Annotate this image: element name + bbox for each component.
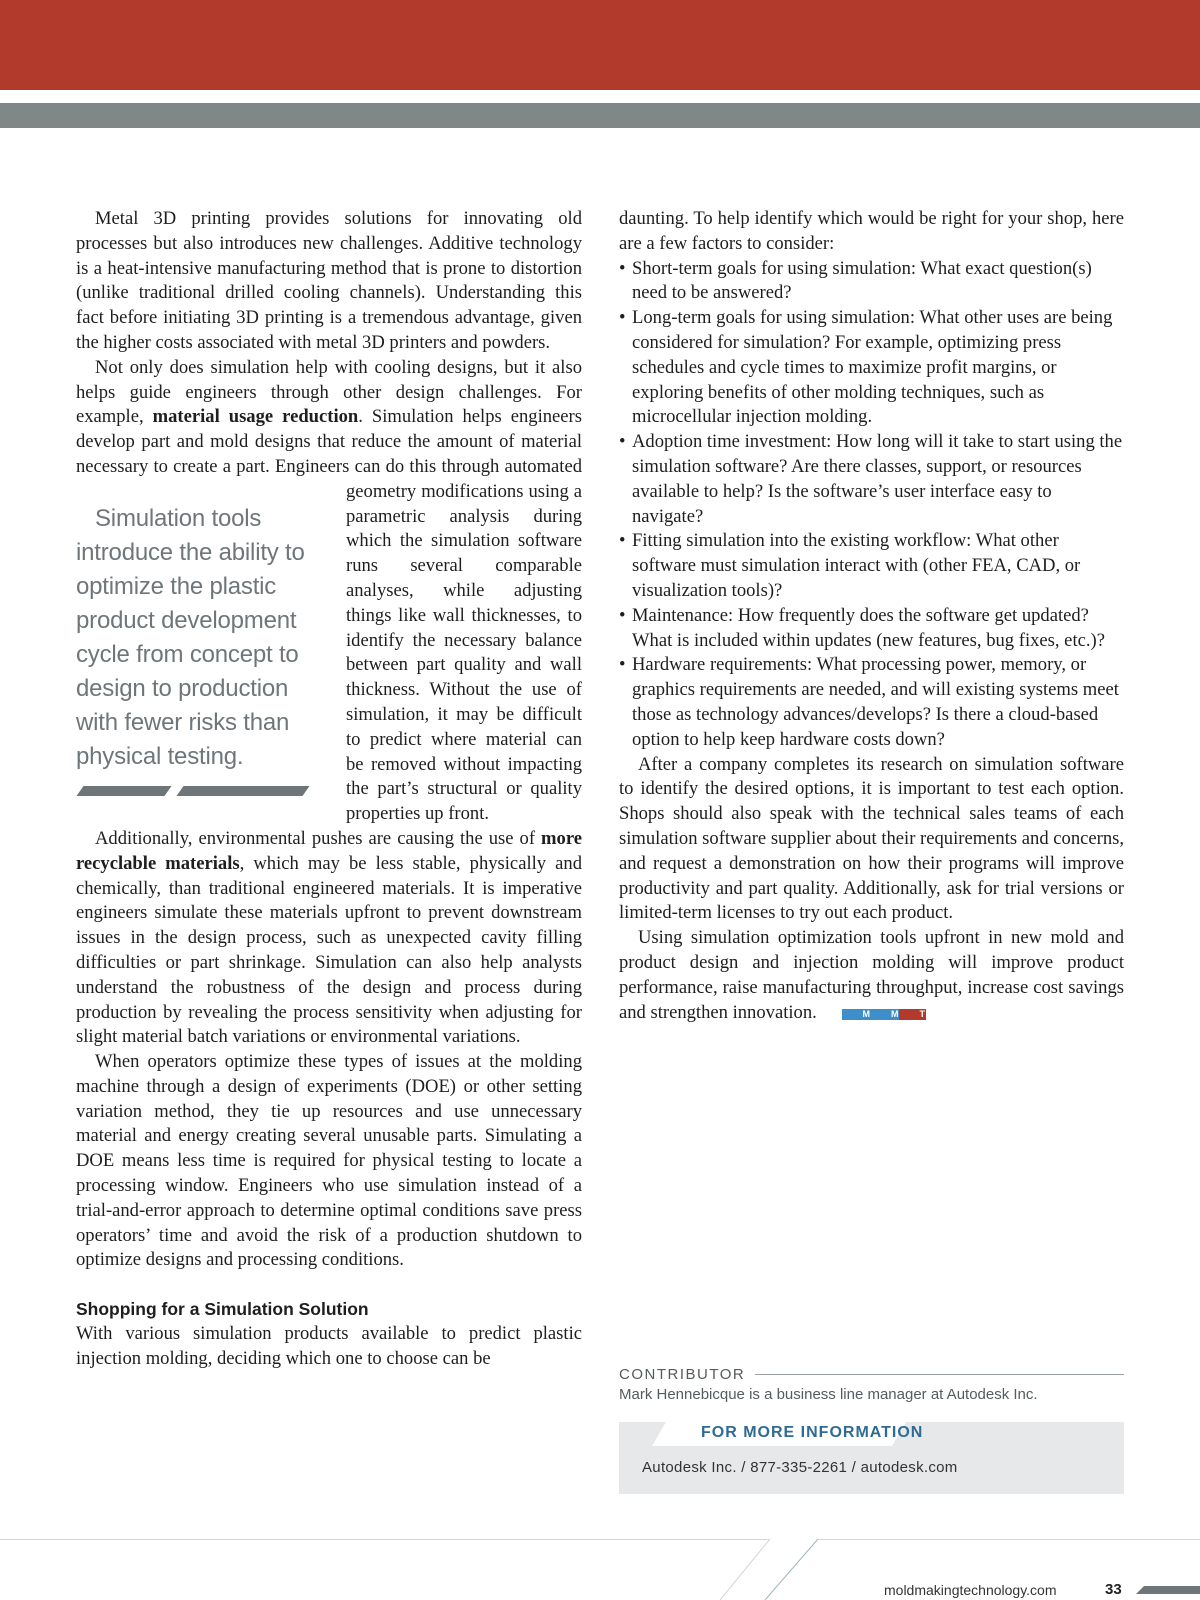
footer-slant-line (765, 1539, 818, 1600)
end-mark-logo: M M T (823, 1009, 926, 1020)
body-paragraph: daunting. To help identify which would be right for your shop, here are a few factors to consider: (619, 208, 1124, 254)
list-item: • Hardware requirements: What processing power, memory, or graphics requirements are needed, and will existing systems meet those as technology advances/develops? Is there a cloud-based option to help keep hardware costs down? (619, 653, 1124, 752)
contributor-bio: Mark Hennebicque is a business line manager at Autodesk Inc. (619, 1386, 1038, 1403)
list-item: • Long-term goals for using simulation: What other uses are being considered for simulation? For example, optimizing press schedules and cycle times to maximize profit margins, or exploring benefits of other molding techniques, such as microcellular injection molding. (619, 306, 1124, 430)
more-info-contact: Autodesk Inc. / 877-335-2261 / autodesk.com (642, 1459, 958, 1476)
body-paragraph: After a company completes its research on simulation software to identify the desired options, it is important to test each option. Shops should also speak with the technical sales teams of each simulation software supplier about their requirements and concerns, and request a demonstration on how their programs will improve productivity and part quality. Additionally, ask for trial versions or limited-term licenses to try out each product. (619, 753, 1124, 924)
section-subhead: Shopping for a Simulation Solution (76, 1299, 369, 1320)
contributor-section (619, 1366, 1124, 1403)
body-paragraph: Not only does simulation help with cooling designs, but it also helps guide engineers through other design challenges. For example, material usage reduction. Simulation helps engineers develop part and mold designs that reduce the amount of material necessary to create a part. Engineers Simulation tools introduce the ability to optimize the plastic product development cycle from concept to design to production with fewer risks than physical testing. can do this through automated geometry modifications using a parametric analysis during which the simulation software runs several comparable analyses, while adjusting things like wall thicknesses, to identify the necessary balance between part quality and wall thickness. Without the use of simulation, it may be difficult to predict where material can be removed without impacting the part’s structural or quality properties up front. (76, 356, 582, 825)
footer-slant-line (720, 1539, 770, 1600)
bold-term: more recyclable materials (76, 827, 582, 874)
body-paragraph: With various simulation products available to predict plastic injection molding, deciding which one to choose can be (76, 1323, 582, 1369)
more-info-title: FOR MORE INFORMATION (701, 1424, 924, 1441)
factor-list (619, 257, 1124, 753)
paragraph-continuation: . Simulation helps engineers develop part and mold designs that reduce the amount of material necessary to create a part. Engineers Simulation tools introduce the ability to optimize the plastic product development cycle from concept to design to production with fewer risks than physical testing. can do this through automated geometry modifications using a parametric analysis during which the simulation software runs several comparable analyses, while adjusting things like wall thicknesses, to identify the necessary balance between part quality and wall thickness. Without the use of simulation, it may be difficult to predict where material can be removed without impacting the part’s structural or quality properties up front. (76, 406, 582, 825)
pull-quote (76, 502, 332, 796)
body-paragraph: Metal 3D printing provides solutions for innovating old processes but also introduces new challenges. Additive technology is a heat-intensive manufacturing method that is prone to distortion (unlike traditional drilled cooling channels). Understanding this fact before initiating 3D printing is a tremendous advantage, given the higher costs associated with metal 3D printers and powders. (76, 208, 582, 353)
footer-website: moldmakingtechnology.com (884, 1582, 1057, 1598)
contributor-header (619, 1366, 1124, 1383)
footer-bar (1136, 1586, 1200, 1594)
pull-quote-rule (76, 786, 332, 796)
list-item: • Adoption time investment: How long will it take to start using the simulation software? Are there classes, support, or resources available to help? Is the software’s user interface easy to navigate? (619, 430, 1124, 529)
right-column (619, 207, 1124, 1025)
list-item: • Fitting simulation into the existing workflow: What other software must simulation interact with (other FEA, CAD, or visualization tools)? (619, 529, 1124, 603)
body-paragraph: Additionally, environmental pushes are causing the use of more recyclable materials, which may be less stable, physically and chemically, than traditional engineered materials. It is imperative engineers simulate these materials upfront to prevent downstream issues in the design process, such as unexpected cavity filling difficulties or part shrinkage. Simulation can also help analysts understand the robustness of the design and process during production by revealing the process sensitivity when adjusting for slight material batch variations or environmental variations. (76, 827, 582, 1048)
header-red-band (0, 0, 1200, 90)
header-grey-band (0, 103, 1200, 128)
left-column (76, 207, 582, 1372)
body-paragraph: When operators optimize these types of issues at the molding machine through a design of experiments (DOE) or other setting variation method, they tie up resources and use unnecessary material and energy creating several unusable parts. Simulating a DOE means less time is required for physical testing to locate a processing window. Engineers who use simulation instead of a trial-and-error approach to determine optimal conditions save press operators’ time and avoid the risk of a production shutdown to optimize designs and processing conditions. (76, 1051, 582, 1271)
body-paragraph: Using simulation optimization tools upfront in new mold and product design and injection molding will improve product performance, raise manufacturing throughput, increase cost savings and strengthen innovation. M M T (619, 927, 1124, 1023)
list-item: • Maintenance: How frequently does the software get updated? What is included within updates (new features, bug fixes, etc.)? (619, 604, 1124, 654)
more-info-box (619, 1422, 1124, 1494)
pull-quote-bar (176, 786, 309, 796)
page-number: 33 (1105, 1581, 1122, 1598)
contributor-rule (755, 1374, 1124, 1375)
list-item: • Short-term goals for using simulation: What exact question(s) need to be answered? (619, 257, 1124, 307)
pull-quote-bar (76, 786, 171, 796)
pull-quote-text: Simulation tools introduce the ability to optimize the plastic product development cycle from concept to design to production with fewer risks than physical testing. (76, 504, 305, 770)
bold-term: material usage reduction (152, 406, 359, 428)
contributor-label: CONTRIBUTOR (619, 1366, 746, 1383)
